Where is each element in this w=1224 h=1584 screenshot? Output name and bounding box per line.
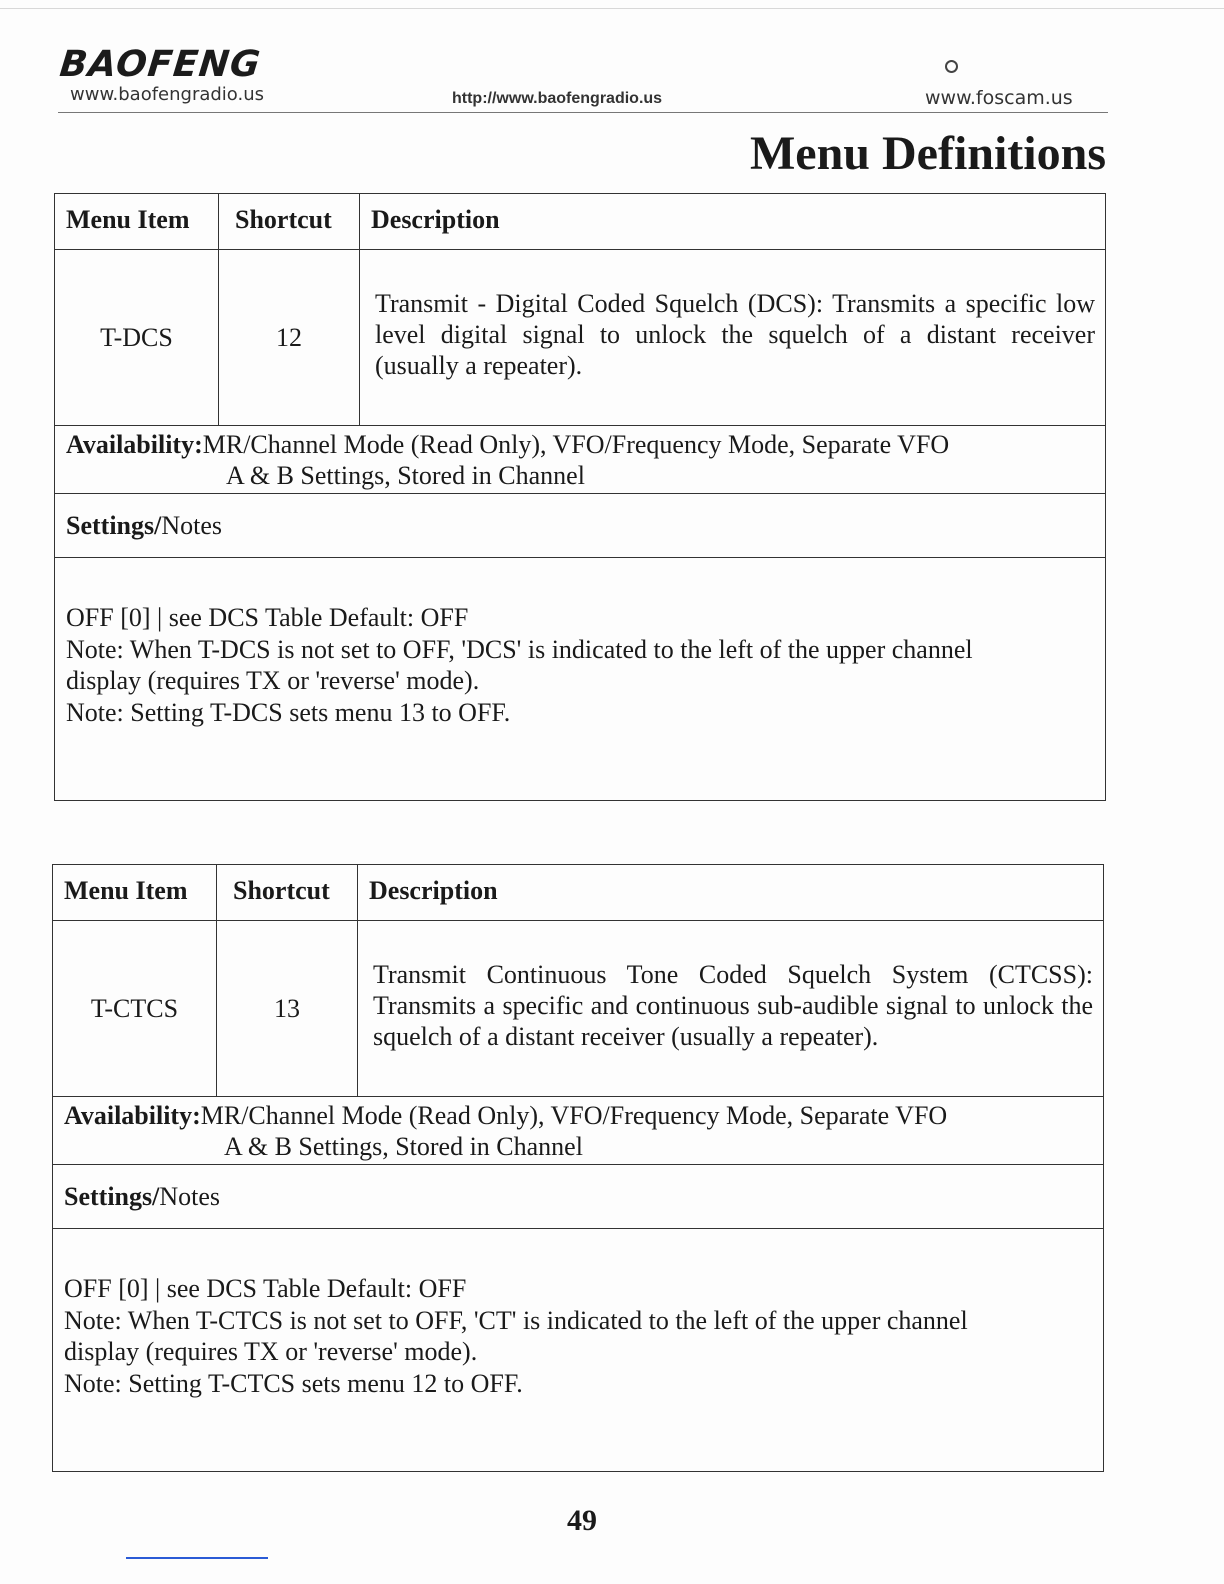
page-title: Menu Definitions [749,127,1106,180]
baofeng-logo: BAOFENG [57,44,263,85]
menu-definition-block [52,864,1104,1472]
col-shortcut-header: Shortcut [217,865,358,920]
availability-text: MR/Channel Mode (Read Only), VFO/Frequency Mode, Separate VFO [202,430,950,459]
settings-label: Settings/ [64,1182,160,1211]
notes-content [53,1229,1103,1471]
menu-item-value: T-DCS [55,250,219,425]
availability-label: Availability: [66,430,203,459]
header-center-url: http://www.baofengradio.us [452,90,663,107]
note-line: display (requires TX or 'reverse' mode). [66,666,480,695]
table-header-row [55,194,1105,250]
notes-label: Notes [161,511,223,540]
col-shortcut-header: Shortcut [219,194,360,249]
col-menu-item-header: Menu Item [53,865,217,920]
notes-label: Notes [159,1182,221,1211]
availability-text: MR/Channel Mode (Read Only), VFO/Frequency Mode, Separate VFO [200,1101,948,1130]
note-line: OFF [0] | see DCS Table Default: OFF [64,1274,467,1303]
menu-definition-block [54,193,1106,801]
description-value: Transmit - Digital Coded Squelch (DCS): Transmits a specific low level digital signal to unlock the squelch of a distant receiver (usually a repeater). [375,289,1095,380]
page-number: 49 [567,1504,597,1537]
settings-notes-row [53,1165,1103,1229]
note-line: Note: Setting T-CTCS sets menu 12 to OFF. [64,1368,523,1398]
availability-label: Availability: [64,1101,201,1130]
table-row [53,921,1103,1097]
notes-content [55,558,1105,800]
settings-label: Settings/ [66,511,162,540]
decorative-underline [126,1557,268,1559]
availability-text-2: A & B Settings, Stored in Channel [226,461,585,490]
description-value: Transmit Continuous Tone Coded Squelch System (CTCSS): Transmits a specific and continuous sub-audible signal to unlock the squelch of a distant receiver (usually a repeater). [373,960,1093,1051]
note-line: Note: When T-DCS is not set to OFF, 'DCS' is indicated to the left of the upper channel [66,634,973,664]
note-line: display (requires TX or 'reverse' mode). [64,1337,478,1366]
settings-notes-row [55,494,1105,558]
availability-row [53,1097,1103,1165]
top-rule [0,8,1224,9]
menu-item-value: T-CTCS [53,921,217,1096]
col-menu-item-header: Menu Item [55,194,219,249]
header-left-url: www.baofengradio.us [70,84,265,105]
table-header-row [53,865,1103,921]
header-divider [58,112,1108,113]
availability-row [55,426,1105,494]
shortcut-value: 13 [217,921,358,1096]
note-line: OFF [0] | see DCS Table Default: OFF [66,603,469,632]
header-right-url: www.foscam.us [925,87,1073,109]
shortcut-value: 12 [219,250,360,425]
bullet-icon [945,60,958,73]
note-line: Note: Setting T-DCS sets menu 13 to OFF. [66,697,511,727]
availability-text-2: A & B Settings, Stored in Channel [224,1132,583,1161]
note-line: Note: When T-CTCS is not set to OFF, 'CT' is indicated to the left of the upper channel [64,1305,968,1335]
col-description-header: Description [371,205,500,234]
col-description-header: Description [369,876,498,905]
table-row [55,250,1105,426]
